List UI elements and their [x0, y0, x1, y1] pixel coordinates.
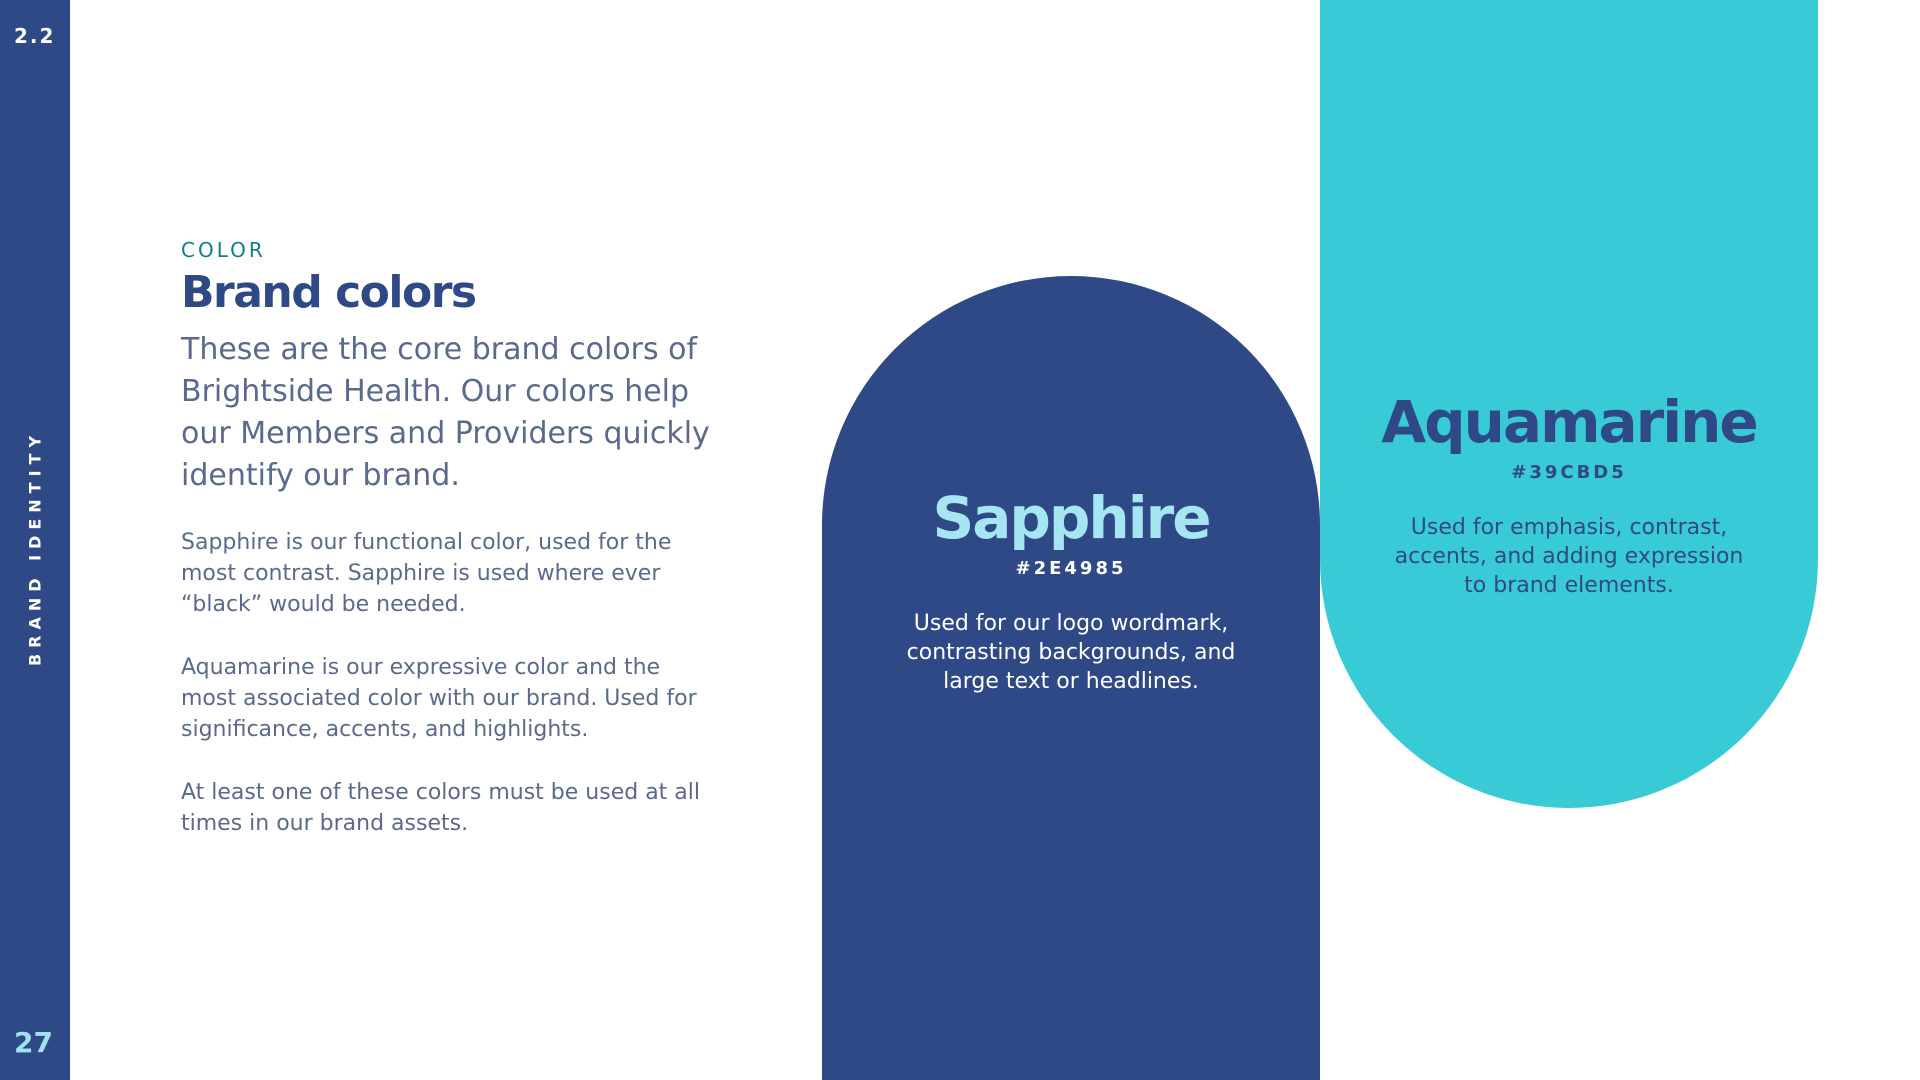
main-content [181, 238, 721, 871]
sidebar [0, 0, 70, 1080]
paragraph-sapphire: Sapphire is our functional color, used for the most contrast. Sapphire is used where ever “black” would be needed. [181, 529, 672, 617]
page-number: 27 [14, 1026, 53, 1059]
swatch-sapphire-text [822, 484, 1320, 696]
paragraph-aquamarine: Aquamarine is our expressive color and the most associated color with our brand. Used for significance, accents, and highlights. [181, 654, 697, 742]
section-label: BRAND IDENTITY [25, 429, 45, 667]
swatch-name: Aquamarine [1381, 388, 1757, 456]
page-title: Brand colors [181, 267, 476, 318]
intro-text: These are the core brand colors of Brightside Health. Our colors help our Members and Providers quickly identify our brand. [181, 331, 710, 493]
swatch-hex-code: #2E4985 [1015, 557, 1127, 579]
swatch-name: Sapphire [932, 484, 1210, 552]
swatch-hex-code: #39CBD5 [1511, 461, 1627, 483]
swatch-description: Used for emphasis, contrast, accents, and adding expression to brand elements. [1394, 514, 1744, 598]
swatch-sapphire [822, 276, 1320, 1080]
swatch-aquamarine-text [1320, 388, 1818, 600]
paragraph-usage: At least one of these colors must be used at all times in our brand assets. [181, 779, 700, 836]
section-eyebrow: COLOR [181, 238, 266, 262]
swatch-aquamarine [1320, 0, 1818, 808]
section-number: 2.2 [14, 24, 56, 48]
swatch-description: Used for our logo wordmark, contrasting backgrounds, and large text or headlines. [906, 610, 1236, 694]
